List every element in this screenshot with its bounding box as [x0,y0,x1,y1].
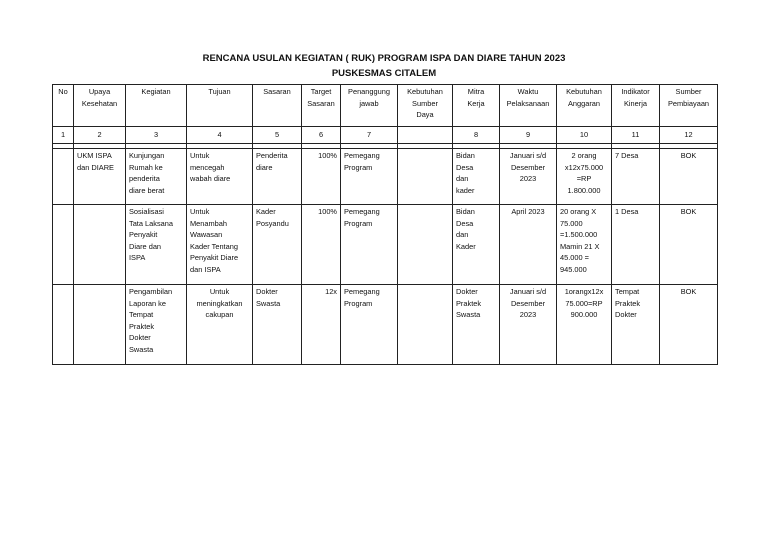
cell-target-sasaran: 100% [302,205,341,285]
cell-kebutuhan-sumber-daya [398,149,453,205]
cell-no [53,285,74,365]
cell-indikator-kinerja: 1 Desa [612,205,660,285]
cell-penanggung-jawab: Pemegang Program [341,149,398,205]
header-penanggung-jawab: Penanggung jawab [341,85,398,127]
column-number: 3 [126,127,187,144]
column-number [398,127,453,144]
cell-indikator-kinerja: Tempat Praktek Dokter [612,285,660,365]
table-row [53,205,718,285]
header-target-sasaran: Target Sasaran [302,85,341,127]
column-number: 10 [557,127,612,144]
cell-indikator-kinerja: 7 Desa [612,149,660,205]
cell-mitra-kerja: Dokter Praktek Swasta [453,285,500,365]
header-tujuan: Tujuan [187,85,253,127]
column-number: 12 [660,127,718,144]
column-number: 11 [612,127,660,144]
cell-mitra-kerja: Bidan Desa dan Kader [453,205,500,285]
header-waktu-pelaksanaan: Waktu Pelaksanaan [500,85,557,127]
table-header-row [53,85,718,127]
cell-mitra-kerja: Bidan Desa dan kader [453,149,500,205]
cell-tujuan: Untuk Menambah Wawasan Kader Tentang Penyakit Diare dan ISPA [187,205,253,285]
column-number: 2 [74,127,126,144]
cell-target-sasaran: 12x [302,285,341,365]
column-number: 7 [341,127,398,144]
header-kebutuhan-sumber-daya: Kebutuhan Sumber Daya [398,85,453,127]
column-number: 4 [187,127,253,144]
cell-no [53,205,74,285]
cell-kebutuhan-anggaran: 20 orang X 75.000 =1.500.000 Mamin 21 X 45.000 = 945.000 [557,205,612,285]
cell-sumber-pembiayaan: BOK [660,205,718,285]
cell-sasaran: Kader Posyandu [253,205,302,285]
header-indikator-kinerja: Indikator Kinerja [612,85,660,127]
header-upaya-kesehatan: Upaya Kesehatan [74,85,126,127]
cell-no [53,149,74,205]
cell-target-sasaran: 100% [302,149,341,205]
column-number: 6 [302,127,341,144]
cell-upaya-kesehatan: UKM ISPA dan DIARE [74,149,126,205]
column-number: 9 [500,127,557,144]
cell-sumber-pembiayaan: BOK [660,285,718,365]
header-sasaran: Sasaran [253,85,302,127]
header-sumber-pembiayaan: Sumber Pembiayaan [660,85,718,127]
document-title: RENCANA USULAN KEGIATAN ( RUK) PROGRAM ISPA DAN DIARE TAHUN 2023 [202,53,566,64]
cell-kegiatan: Pengambilan Laporan ke Tempat Praktek Dokter Swasta [126,285,187,365]
cell-waktu-pelaksanaan: Januari s/d Desember 2023 [500,285,557,365]
cell-kebutuhan-sumber-daya [398,285,453,365]
column-number: 1 [53,127,74,144]
column-number: 8 [453,127,500,144]
cell-sasaran: Dokter Swasta [253,285,302,365]
table-row [53,285,718,365]
cell-penanggung-jawab: Pemegang Program [341,205,398,285]
ruk-table [52,84,718,365]
cell-kebutuhan-sumber-daya [398,205,453,285]
cell-tujuan: Untuk meningkatkan cakupan [187,285,253,365]
cell-upaya-kesehatan [74,205,126,285]
header-no: No [53,85,74,127]
cell-kegiatan: Sosialisasi Tata Laksana Penyakit Diare dan ISPA [126,205,187,285]
cell-upaya-kesehatan [74,285,126,365]
header-kebutuhan-anggaran: Kebutuhan Anggaran [557,85,612,127]
header-mitra-kerja: Mitra Kerja [453,85,500,127]
cell-sumber-pembiayaan: BOK [660,149,718,205]
cell-waktu-pelaksanaan: Januari s/d Desember 2023 [500,149,557,205]
cell-tujuan: Untuk mencegah wabah diare [187,149,253,205]
cell-kegiatan: Kunjungan Rumah ke penderita diare berat [126,149,187,205]
table-row [53,149,718,205]
cell-waktu-pelaksanaan: April 2023 [500,205,557,285]
document-subtitle: PUSKESMAS CITALEM [331,68,437,79]
cell-sasaran: Penderita diare [253,149,302,205]
column-number-row [53,127,718,144]
cell-kebutuhan-anggaran: 2 orang x12x75.000 =RP 1.800.000 [557,149,612,205]
header-kegiatan: Kegiatan [126,85,187,127]
cell-kebutuhan-anggaran: 1orangx12x 75.000=RP 900.000 [557,285,612,365]
cell-penanggung-jawab: Pemegang Program [341,285,398,365]
column-number: 5 [253,127,302,144]
